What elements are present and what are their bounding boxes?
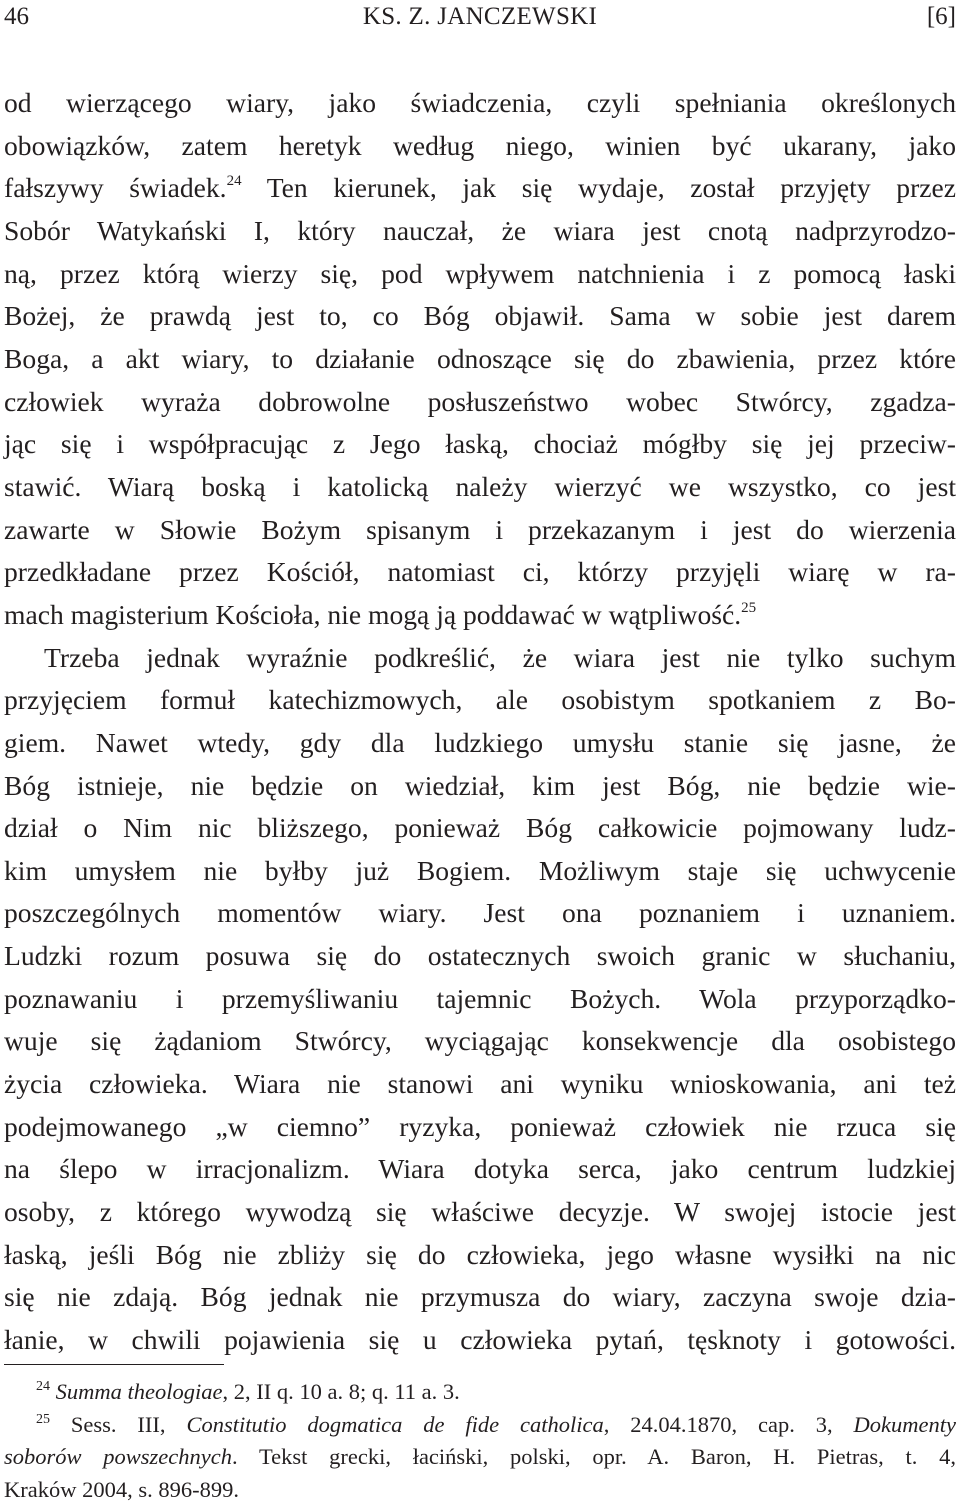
- text-line: przedkładane przez Kościół, natomiast ci, którzy przyjęli wiarę w ra-: [4, 556, 956, 588]
- text-line: poznawaniu i przemyśliwaniu tajemnic Bożych. Wola przyporządko-: [4, 982, 956, 1014]
- footnote-title: Constitutio dogmatica de fide catholica: [186, 1411, 604, 1437]
- text-line: ną, przez którą wierzy się, pod wpływem natchnienia i z pomocą łaski: [4, 257, 956, 289]
- text-line: stawić. Wiarą boską i katolicką należy wierzyć we wszystko, co jest: [4, 470, 956, 502]
- footnote-marker: 24: [36, 1379, 50, 1394]
- footnote-line: [4, 1376, 956, 1409]
- footnote-title: Summa theologiae: [55, 1379, 223, 1404]
- footnote-text: , 2, II q. 10 a. 8; q. 11 a. 3.: [222, 1379, 460, 1404]
- text-line: Boga, a akt wiary, to działanie odnoszące się do zbawienia, przez które: [4, 342, 956, 374]
- text-line: człowiek wyraża dobrowolne posłuszeństwo wobec Stwórcy, zgadza-: [4, 385, 956, 417]
- text-line: osoby, z którego wywodzą się właściwe decyzje. W swojej istocie jest: [4, 1196, 956, 1228]
- footnote-24: [4, 1376, 956, 1409]
- text-line: zawarte w Słowie Bożym spisanym i przekazanym i jest do wierzenia: [4, 513, 956, 545]
- footnote-ref-25[interactable]: 25: [741, 599, 757, 616]
- footnote-title: Dokumenty: [853, 1411, 957, 1437]
- text-line: wuje się żądaniom Stwórcy, wyciągając konsekwencje dla osobistego: [4, 1025, 956, 1057]
- body-text: [4, 82, 956, 1362]
- text-line: poszczególnych momentów wiary. Jest ona poznaniem i uznaniem.: [4, 897, 956, 929]
- text-line: dział o Nim nic bliższego, ponieważ Bóg całkowicie pojmowany ludz-: [4, 812, 956, 844]
- footnote-text: . Tekst grecki, łaciński, polski, opr. A. Baron, H. Pietras, t. 4,: [231, 1444, 956, 1470]
- page-header: [0, 0, 960, 34]
- text-fragment: Ten kierunek, jak się wydaje, został przyjęty przez: [241, 172, 957, 204]
- text-line: Sobór Watykański I, który nauczał, że wiara jest cnotą nadprzyrodzo-: [4, 214, 956, 246]
- text-line: giem. Nawet wtedy, gdy dla ludzkiego umysłu stanie się jasne, że: [4, 726, 956, 758]
- footnote-title: soborów powszechnych: [4, 1444, 232, 1470]
- footnote-separator: [4, 1364, 224, 1365]
- text-fragment: fałszywy świadek.: [4, 172, 227, 204]
- text-line: obowiązków, zatem heretyk według niego, winien być ukarany, jako: [4, 129, 956, 161]
- text-line: od wierzącego wiary, jako świadczenia, czyli spełniania określonych: [4, 87, 956, 118]
- text-line: Bożej, że prawdą jest to, co Bóg objawił. Sama w sobie jest darem: [4, 300, 956, 332]
- text-line: przyjęciem formuł katechizmowych, ale osobistym spotkaniem z Bo-: [4, 684, 956, 716]
- text-line: [4, 594, 956, 637]
- text-line: Ludzki rozum posuwa się do ostatecznych swoich granic w słuchaniu,: [4, 940, 956, 972]
- footnote-line: [4, 1441, 956, 1474]
- running-title: KS. Z. JANCZEWSKI: [362, 3, 598, 30]
- text-line: na ślepo w irracjonalizm. Wiara dotyka serca, jako centrum ludzkiej: [4, 1153, 956, 1185]
- section-marker: [6]: [926, 3, 956, 30]
- footnote-text: Sess. III,: [70, 1411, 187, 1437]
- text-line: Trzeba jednak wyraźnie podkreślić, że wiara jest nie tylko suchym: [44, 641, 956, 673]
- page-number: 46: [4, 3, 29, 30]
- footnote-25: [4, 1409, 956, 1507]
- text-fragment: mach magisterium Kościoła, nie mogą ją poddawać w wątpliwość.: [4, 598, 742, 630]
- text-line: życia człowieka. Wiara nie stanowi ani wyniku wnioskowania, ani też: [4, 1068, 956, 1100]
- footnote-marker: 25: [36, 1411, 50, 1427]
- text-line: się nie zdają. Bóg jednak nie przymusza do wiary, zaczyna swoje dzia-: [4, 1281, 956, 1313]
- footnote-ref-24[interactable]: 24: [226, 173, 242, 190]
- paragraph-2: [4, 637, 956, 1362]
- text-line: podejmowanego „w ciemno” ryzyka, ponieważ człowiek nie rzuca się: [4, 1110, 956, 1142]
- text-line: kim umysłem nie byłby już Bogiem. Możliwym staje się uchwycenie: [4, 854, 956, 886]
- footnotes: [4, 1376, 956, 1507]
- text-line: łanie, w chwili pojawienia się u człowieka pytań, tęsknoty i gotowości.: [4, 1324, 956, 1356]
- text-line: Bóg istnieje, nie będzie on wiedział, kim jest Bóg, nie będzie wie-: [4, 769, 956, 801]
- text-line: jąc się i współpracując z Jego łaską, chociaż mógłby się jej przeciw-: [4, 428, 956, 460]
- footnote-line: Kraków 2004, s. 896-899.: [4, 1477, 239, 1503]
- text-line: łaską, jeśli Bóg nie zbliży się do człowieka, jego własne wysiłki na nic: [4, 1238, 956, 1270]
- paragraph-1: [4, 82, 956, 637]
- footnote-text: , 24.04.1870, cap. 3,: [603, 1411, 854, 1437]
- footnote-line: [4, 1409, 956, 1442]
- text-line: [4, 167, 956, 210]
